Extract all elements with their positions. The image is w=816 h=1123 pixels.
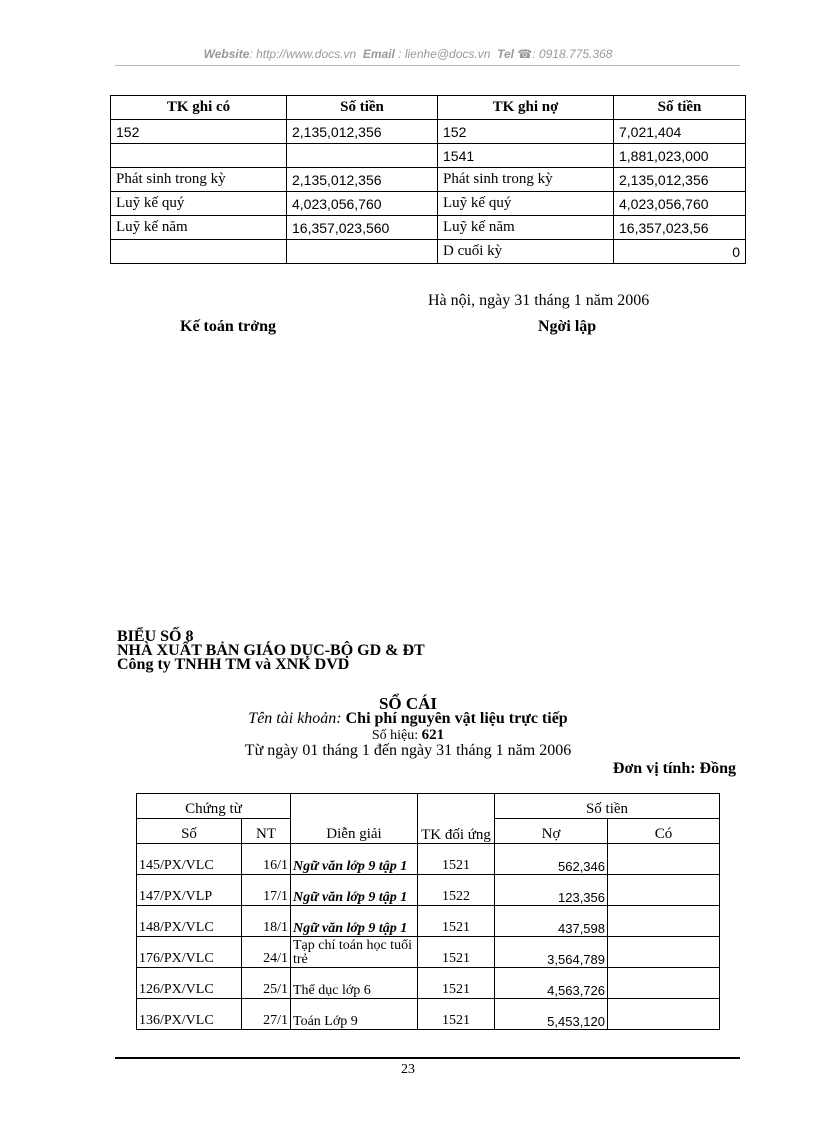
table-row — [137, 906, 720, 937]
account-name-line — [0, 710, 816, 728]
cell: 152 — [438, 120, 614, 144]
cell-nt: 27/1 — [242, 999, 291, 1030]
tel-value: : 0918.775.368 — [532, 47, 613, 61]
page-header — [0, 47, 816, 61]
cell-tk: 1522 — [418, 875, 495, 906]
date-line: Hà nội, ngày 31 tháng 1 năm 2006 — [428, 292, 650, 309]
cell — [111, 240, 287, 264]
col-header: TK ghi nợ — [438, 96, 614, 120]
col-header-no: Nợ — [495, 819, 608, 844]
cell-so: 136/PX/VLC — [137, 999, 242, 1030]
table-header-row — [137, 794, 720, 819]
account-summary-table — [110, 95, 746, 264]
table-row — [111, 144, 746, 168]
account-number-label: Số hiệu: — [371, 728, 419, 743]
period-line: Từ ngày 01 tháng 1 đến ngày 31 tháng 1 năm 2006 — [244, 742, 572, 759]
cell-co — [608, 906, 720, 937]
cell-so: 148/PX/VLC — [137, 906, 242, 937]
cell — [111, 144, 287, 168]
col-header: Số tiền — [614, 96, 746, 120]
cell: 2,135,012,356 — [287, 120, 438, 144]
cell-nt: 18/1 — [242, 906, 291, 937]
cell-nt: 25/1 — [242, 968, 291, 999]
col-header-co: Có — [608, 819, 720, 844]
col-header-nt: NT — [242, 819, 291, 844]
cell-no: 562,346 — [495, 844, 608, 875]
table-row — [111, 192, 746, 216]
cell — [287, 144, 438, 168]
tel-label: Tel — [497, 47, 514, 61]
table-row — [137, 875, 720, 906]
cell: 16,357,023,56 — [614, 216, 746, 240]
cell-no: 437,598 — [495, 906, 608, 937]
account-label: Tên tài khoản: — [248, 710, 342, 727]
table-header-row — [111, 96, 746, 120]
signer-preparer: Ngời lập — [538, 318, 597, 335]
cell: 4,023,056,760 — [614, 192, 746, 216]
company-block — [117, 630, 425, 672]
col-header-tk: TK đối ứng — [418, 794, 495, 844]
publisher-name: NHÀ XUẤT BẢN GIÁO DỤC-BỘ GD & ĐT — [117, 642, 425, 659]
cell-nt: 16/1 — [242, 844, 291, 875]
cell: D cuối kỳ — [438, 240, 614, 264]
table-row — [137, 844, 720, 875]
cell: Luỹ kế quý — [438, 192, 614, 216]
cell-co — [608, 968, 720, 999]
cell: 152 — [111, 120, 287, 144]
col-header-sotien: Số tiền — [495, 794, 720, 819]
email-value: : lienhe@docs.vn — [398, 47, 491, 61]
ledger-table — [136, 793, 720, 1030]
cell-so: 145/PX/VLC — [137, 844, 242, 875]
col-header: Số tiền — [287, 96, 438, 120]
table-row — [111, 240, 746, 264]
cell-no: 3,564,789 — [495, 937, 608, 968]
cell-co — [608, 999, 720, 1030]
cell: Luỹ kế quý — [111, 192, 287, 216]
cell-diengiai: Ngữ văn lớp 9 tập 1 — [291, 906, 418, 937]
form-number: BIỂU SỐ 8 — [117, 628, 194, 645]
table-row — [137, 968, 720, 999]
cell-co — [608, 875, 720, 906]
cell-tk: 1521 — [418, 999, 495, 1030]
table-row — [111, 120, 746, 144]
table-row — [111, 168, 746, 192]
cell: 1541 — [438, 144, 614, 168]
header-divider — [115, 65, 740, 66]
cell: Luỹ kế năm — [111, 216, 287, 240]
cell: 16,357,023,560 — [287, 216, 438, 240]
cell-nt: 17/1 — [242, 875, 291, 906]
col-header-chungtu: Chứng từ — [137, 794, 291, 819]
cell-so: 176/PX/VLC — [137, 937, 242, 968]
currency-unit: Đơn vị tính: Đồng — [612, 760, 736, 777]
company-name: Công ty TNHH TM và XNK DVD — [117, 656, 350, 673]
cell-co — [608, 937, 720, 968]
cell: 4,023,056,760 — [287, 192, 438, 216]
col-header-so: Số — [137, 819, 242, 844]
table-row — [137, 937, 720, 968]
cell-no: 4,563,726 — [495, 968, 608, 999]
cell-diengiai: Ngữ văn lớp 9 tập 1 — [291, 844, 418, 875]
col-header-diengiai: Diễn giải — [291, 794, 418, 844]
cell-nt: 24/1 — [242, 937, 291, 968]
phone-icon: ☎ — [517, 47, 533, 61]
table-row — [137, 999, 720, 1030]
cell: 2,135,012,356 — [614, 168, 746, 192]
cell-tk: 1521 — [418, 906, 495, 937]
cell — [287, 240, 438, 264]
email-label: Email — [362, 47, 395, 61]
cell-co — [608, 844, 720, 875]
cell-so: 126/PX/VLC — [137, 968, 242, 999]
cell: Luỹ kế năm — [438, 216, 614, 240]
cell-no: 123,356 — [495, 875, 608, 906]
footer-divider — [115, 1057, 740, 1059]
cell-diengiai: Toán Lớp 9 — [291, 999, 418, 1030]
cell: Phát sinh trong kỳ — [111, 168, 287, 192]
website-label: Website — [203, 47, 250, 61]
cell-tk: 1521 — [418, 968, 495, 999]
table-row — [111, 216, 746, 240]
cell: 2,135,012,356 — [287, 168, 438, 192]
website-value: : http://www.docs.vn — [249, 47, 357, 61]
ledger-title: SỔ CÁI — [378, 694, 438, 713]
cell: 0 — [614, 240, 746, 264]
cell-tk: 1521 — [418, 937, 495, 968]
account-number: 621 — [421, 727, 445, 743]
page-number: 23 — [401, 1062, 415, 1077]
cell-so: 147/PX/VLP — [137, 875, 242, 906]
cell-tk: 1521 — [418, 844, 495, 875]
signer-chief-accountant: Kế toán trởng — [180, 318, 276, 335]
cell-no: 5,453,120 — [495, 999, 608, 1030]
account-name: Chi phí nguyên vật liệu trực tiếp — [345, 710, 568, 727]
cell: 1,881,023,000 — [614, 144, 746, 168]
cell-diengiai: Thể dục lớp 6 — [291, 968, 418, 999]
cell: Phát sinh trong kỳ — [438, 168, 614, 192]
cell-diengiai: Ngữ văn lớp 9 tập 1 — [291, 875, 418, 906]
cell-diengiai: Tạp chí toán học tuổi trẻ — [291, 937, 418, 968]
cell: 7,021,404 — [614, 120, 746, 144]
col-header: TK ghi có — [111, 96, 287, 120]
